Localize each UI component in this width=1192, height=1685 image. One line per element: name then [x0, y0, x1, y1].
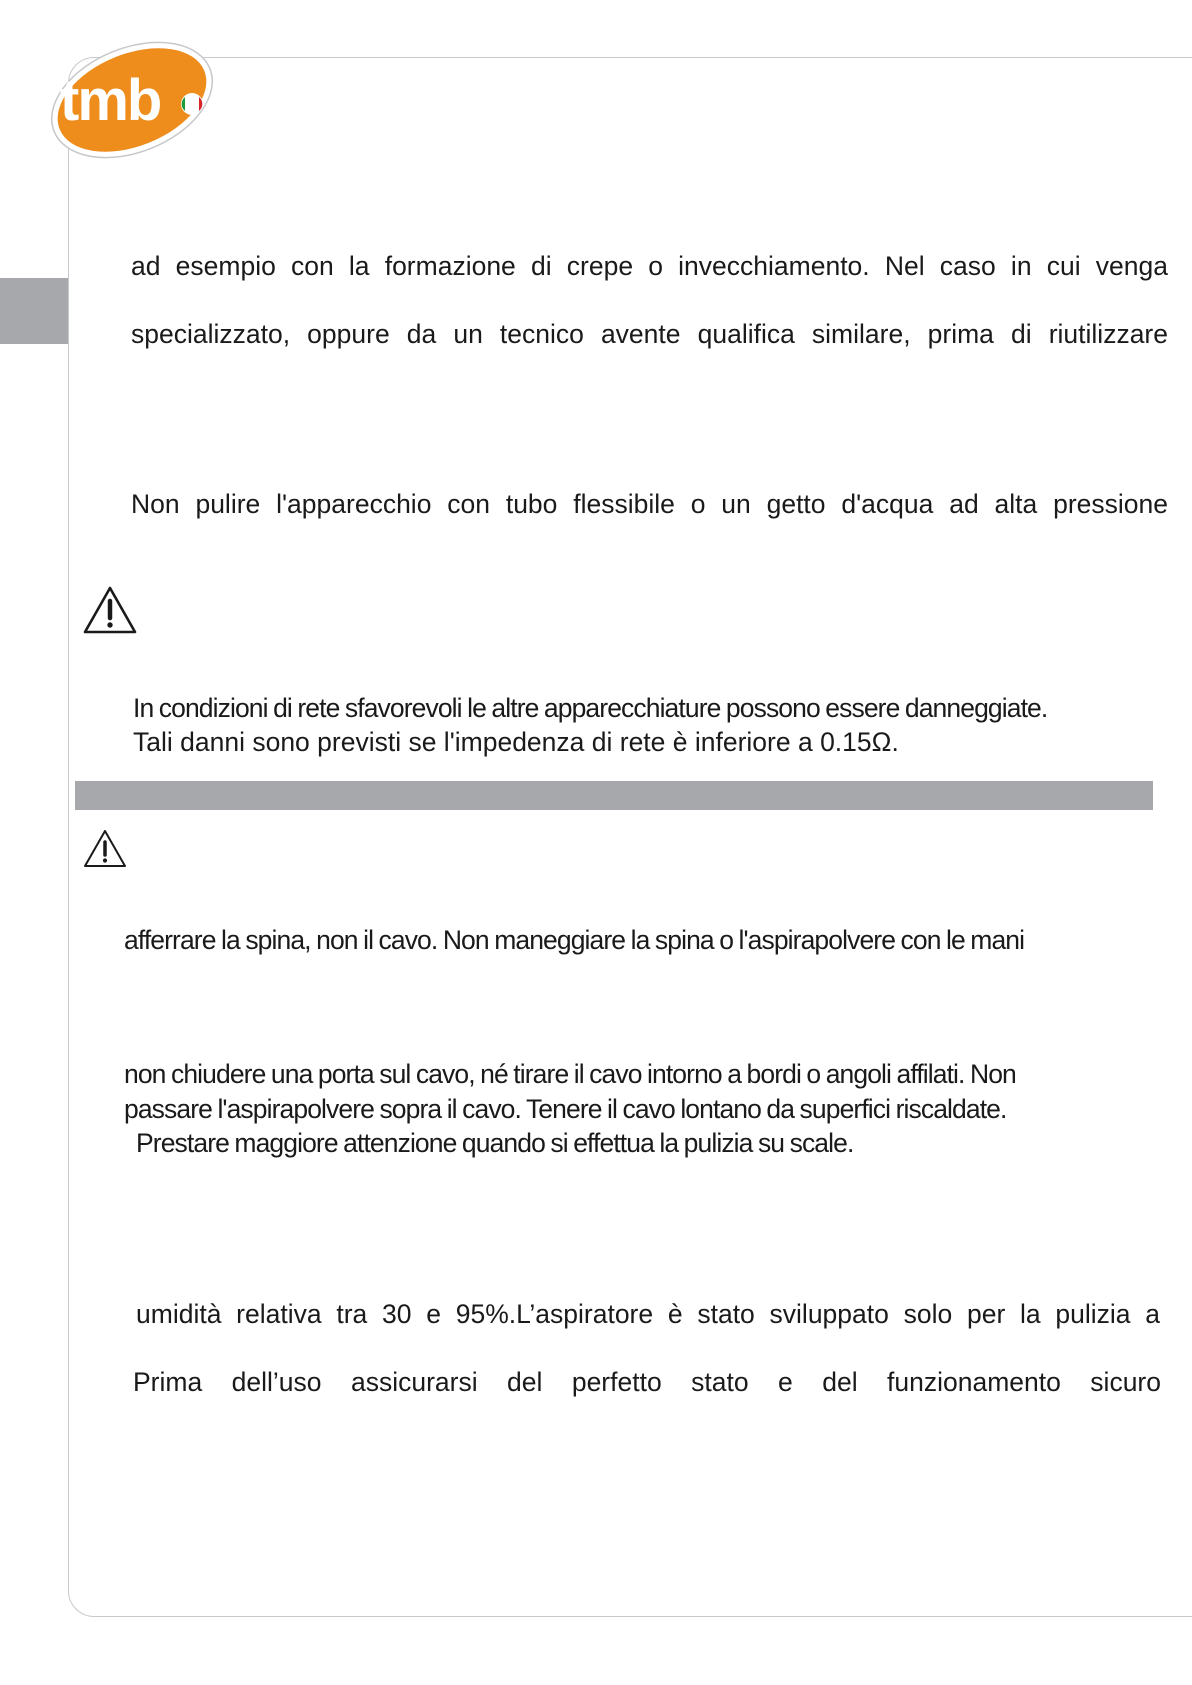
- section-header-bar: [75, 781, 1153, 810]
- italian-flag-icon: [181, 93, 203, 115]
- text-line: specializzato, oppure da un tecnico avente qualifica similare, prima di riutilizzare: [131, 319, 1168, 349]
- text-line: ad esempio con la formazione di crepe o invecchiamento. Nel caso in cui venga: [131, 251, 1168, 281]
- text-line: Prima dell’uso assicurarsi del perfetto stato e del funzionamento sicuro: [133, 1367, 1161, 1397]
- svg-text:tmb: tmb: [60, 68, 161, 133]
- text-line: umidità relativa tra 30 e 95%.L’aspiratore è stato sviluppato solo per la pulizia a: [136, 1299, 1160, 1329]
- text-line: In condizioni di rete sfavorevoli le altre apparecchiature possono essere danneggiate.: [133, 693, 1048, 723]
- text-line: Prestare maggiore attenzione quando si effettua la pulizia su scale.: [136, 1128, 854, 1158]
- warning-triangle-icon: [82, 584, 138, 636]
- side-section-tab: [0, 278, 68, 344]
- text-line: passare l'aspirapolvere sopra il cavo. Tenere il cavo lontano da superfici riscaldate.: [124, 1094, 1007, 1124]
- text-line: non chiudere una porta sul cavo, né tirare il cavo intorno a bordi o angoli affilati. Non: [124, 1059, 1016, 1089]
- warning-triangle-icon: [82, 828, 128, 870]
- text-line: Non pulire l'apparecchio con tubo flessibile o un getto d'acqua ad alta pressione: [131, 489, 1168, 519]
- text-line: Tali danni sono previsti se l'impedenza di rete è inferiore a 0.15Ω.: [133, 727, 899, 757]
- text-line: afferrare la spina, non il cavo. Non maneggiare la spina o l'aspirapolvere con le mani: [124, 925, 1025, 955]
- tmb-logo: [44, 34, 220, 164]
